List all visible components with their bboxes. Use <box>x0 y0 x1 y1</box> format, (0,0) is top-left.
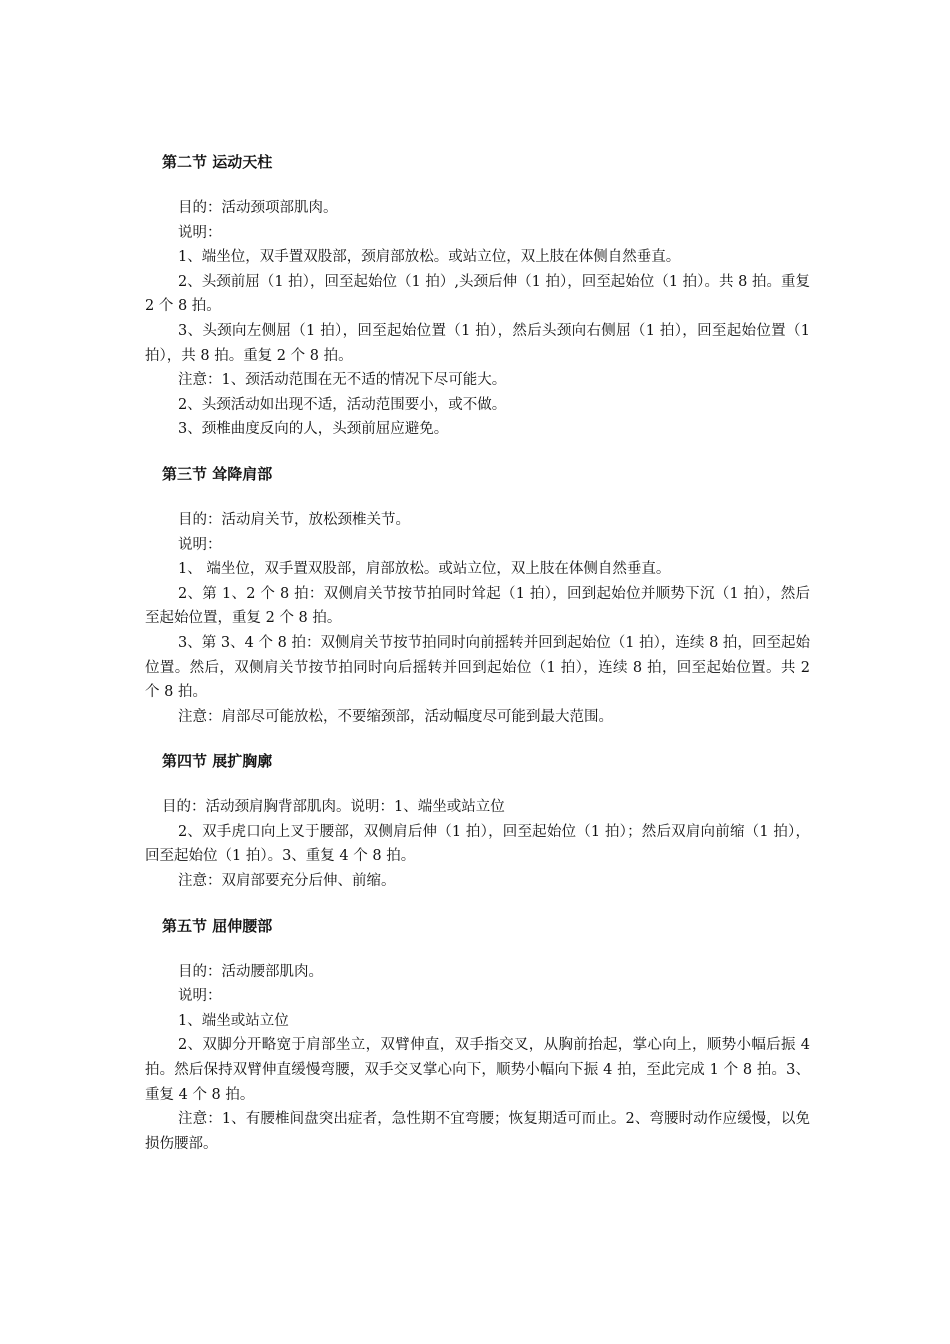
paragraph: 1、 端坐位，双手置双股部，肩部放松。或站立位，双上肢在体侧自然垂直。 <box>178 561 671 578</box>
paragraph: 3、头颈向左侧屈（1 拍），回至起始位置（1 拍），然后头颈向右侧屈（1 拍），回至起始位置（1 拍），共 8 拍。重复 2 个 8 拍。 <box>145 322 810 364</box>
paragraph: 说明： <box>178 536 222 553</box>
section-gap <box>145 729 810 749</box>
section-4 <box>145 749 810 893</box>
section-heading: 第三节 耸降肩部 <box>162 464 273 483</box>
section-5 <box>145 914 810 1157</box>
paragraph: 目的：活动腰部肌肉。 <box>178 963 323 980</box>
paragraph: 2、双脚分开略宽于肩部坐立，双臂伸直，双手指交叉，从胸前抬起，掌心向上，顺势小幅后振 4 拍。然后保持双臂伸直缓慢弯腰，双手交叉掌心向下，顺势小幅向下振 4 拍，至此完成 1 个 8 拍。3、重复 4 个 8 拍。 <box>145 1037 810 1103</box>
paragraph: 1、端坐或站立位 <box>178 1012 289 1029</box>
section-3 <box>145 462 810 729</box>
section-heading: 第五节 屈伸腰部 <box>162 916 273 935</box>
document-content <box>145 150 810 1156</box>
paragraph: 3、颈椎曲度反向的人，头颈前屈应避免。 <box>178 421 449 438</box>
section-gap <box>145 442 810 462</box>
paragraph: 1、端坐位，双手置双股部，颈肩部放松。或站立位，双上肢在体侧自然垂直。 <box>178 249 681 266</box>
paragraph: 目的：活动肩关节，放松颈椎关节。 <box>178 511 410 528</box>
paragraph: 2、第 1、2 个 8 拍：双侧肩关节按节拍同时耸起（1 拍），回到起始位并顺势下沉（1 拍），然后至起始位置，重复 2 个 8 拍。 <box>145 585 810 627</box>
paragraph: 2、头颈前屈（1 拍），回至起始位（1 拍）,头颈后伸（1 拍），回至起始位（1 拍）。共 8 拍。重复 2 个 8 拍。 <box>145 273 810 315</box>
paragraph: 注意：肩部尽可能放松，不要缩颈部，活动幅度尽可能到最大范围。 <box>178 708 613 725</box>
paragraph: 说明： <box>178 224 222 241</box>
paragraph: 注意：1、颈活动范围在无不适的情况下尽可能大。 <box>178 372 507 389</box>
paragraph: 3、第 3、4 个 8 拍：双侧肩关节按节拍同时向前摇转并回到起始位（1 拍），连续 8 拍，回至起始位置。然后，双侧肩关节按节拍同时向后摇转并回到起始位（1 拍），连续 8 拍，回至起始位置。共 2 个 8 拍。 <box>145 634 810 701</box>
section-gap <box>145 894 810 914</box>
paragraph: 目的：活动颈肩胸背部肌肉。说明：1、端坐或站立位 <box>162 799 505 816</box>
paragraph: 2、头颈活动如出现不适，活动范围要小，或不做。 <box>178 396 507 413</box>
paragraph: 注意：1、有腰椎间盘突出症者，急性期不宜弯腰；恢复期适可而止。2、弯腰时动作应缓慢，以免损伤腰部。 <box>145 1111 810 1152</box>
paragraph: 2、双手虎口向上叉于腰部，双侧肩后伸（1 拍），回至起始位（1 拍）；然后双肩向前缩（1 拍），回至起始位（1 拍）。3、重复 4 个 8 拍。 <box>145 823 810 865</box>
section-heading: 第四节 展扩胸廓 <box>162 752 273 771</box>
paragraph: 注意：双肩部要充分后伸、前缩。 <box>178 873 396 890</box>
section-2 <box>145 150 810 442</box>
paragraph: 目的：活动颈项部肌肉。 <box>178 200 338 216</box>
paragraph: 说明： <box>178 988 222 1005</box>
section-heading: 第二节 运动天柱 <box>162 153 273 171</box>
